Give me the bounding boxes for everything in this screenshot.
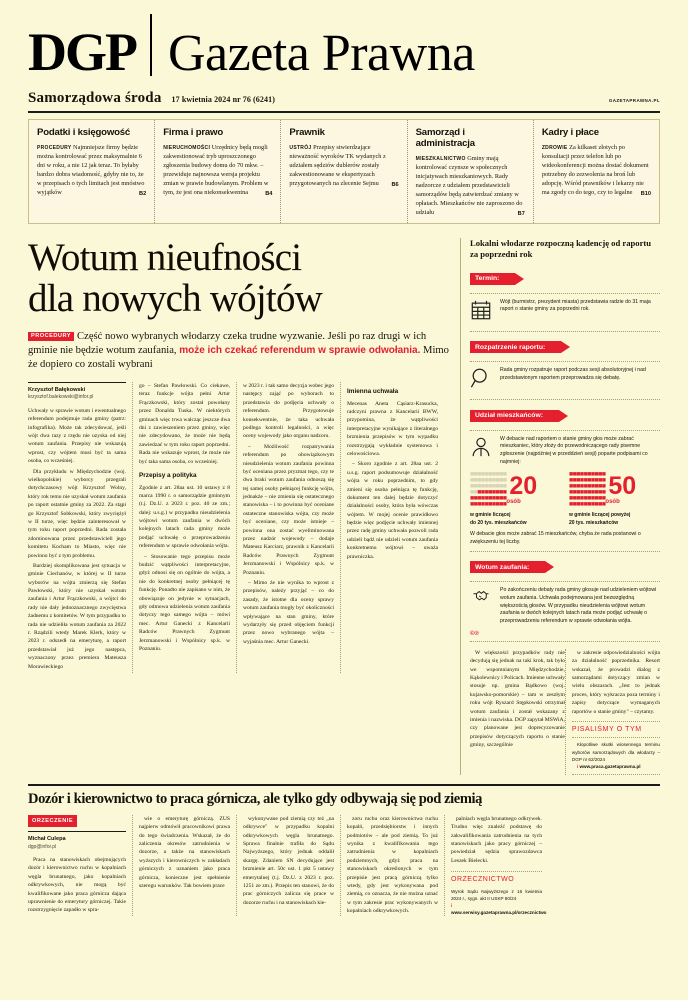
stat-number: 50 [608, 472, 637, 501]
arrow-icon: i [451, 902, 453, 908]
lead-paragraph [28, 330, 450, 372]
bottom-article-rule [28, 784, 660, 786]
teaser-heading: Podatki i księgowość [37, 127, 131, 138]
teaser-page: B2 [139, 190, 147, 197]
paragraph: W większości przypadków rady nie decydują się jednak na taki krok, tak było we wspomnianym Międzychodzie, Kąkolewnicy i Policach. Imienne uchwały stosuje np. gmina Bądkowo (woj. kujawsko-pomorskie) – tam w zeszłym roku wójt Ryszard Stępkowski otrzymał wotum zaufania i został wskazany z imienia i nazwiska. DGP zapytał MSWiA, czy planowane jest doprecyzowanie przepisów dotyczących raportu o stanie gminy, szczególnie [470, 649, 565, 749]
stat-caption [470, 512, 561, 527]
continuation-column-2 [565, 649, 660, 775]
handshake-icon [470, 587, 494, 610]
teaser-text [542, 144, 651, 198]
pisalismy-box [572, 721, 660, 775]
issue-date: 17 kwietnia 2024 nr 76 (6241) [171, 95, 275, 104]
stat-top [569, 472, 660, 508]
paragraph: Zgodnie z art. 28aa ust. 10 ustawy z 8 marca 1990 r. o samorządzie gminnym (t.j. Dz.U. z 2023 r. poz. 40 ze zm.; dalej: u.s.g.) w przypadku nieudzielenia wójtowi wotum zaufania w dwóch kolejnych latach rada gminy może podjąć uchwałę o przeprowadzeniu referendum w sprawie odwołania wójta. [139, 484, 230, 550]
stat-unit: osób [605, 499, 620, 506]
infobox-row [470, 299, 660, 326]
author-email[interactable]: dgp@infor.pl [28, 843, 57, 850]
stat-group-50 [569, 472, 660, 527]
pisalismy-link[interactable]: www.praca.gazetaprawna.pl [579, 763, 641, 769]
stat-caption-2: 20 tys. mieszkańców [569, 519, 619, 526]
orzecznictwo-box [451, 871, 547, 916]
article-column-3 [236, 382, 340, 673]
paragraph: – Możliwość rozpatrywania referendum po obowiązkowym nieudzielenia wotum zaufania powinna być oceniana przez pryzmat tego, czy te dwa braki wotum zaufania odnoszą się tej samej osoby pełniącej funkcję wójta, jednakże – nie zmienia się ostatecznego stanowiska – i to powinna być oceniane ostateczne stanowiska wójta, czy może być oceniane, czy może istnieje – powinna ona zostać wyeliminowana przez nadzór wojewody – dodaje Mateusz Karciarz, prawnik z Kancelarii Radców Prawnych Zygmunt Jerzmanowski i Wspólnicy sp.k. w Poznaniu. [243, 443, 334, 576]
divider [470, 361, 660, 362]
paragraph: Uchwały w sprawie wotum i ewentualnego referendum podejmuje rada gminy (patrz: infografika). Może tak zdecydować, jeśli wójt dwa razy z rzędu nie uzyska od niej wotum zaufania. Przepisy nie wskazują wprost, czy wójtem musi być ta sama osoba, co wcześniej. [28, 407, 126, 465]
masthead-rule [28, 111, 660, 113]
article-column-2 [132, 382, 236, 673]
lede-part-1: Część nowo wybranych włodarzy czeka trudne wyzwanie. Jeśli po raz drugi w ich gminie nie będzie wotum zaufania, [28, 331, 427, 357]
teaser-heading: Firma i prawo [163, 127, 223, 138]
bottom-column-4 [340, 815, 444, 916]
infobox-text: W debacie nad raportem o stanie gminy głos może zabrać mieszkaniec, który złoży do przewodniczącego rady pisemne zgłoszenie (najpóźniej w przeddzień sesji) poparte podpisami co najmniej: [500, 435, 648, 465]
byline-rule [28, 831, 126, 832]
paragraph: Dla przykładu w Międzychodzie (woj. wielkopolskie) wyborcy przegrali dotychczasowy wójt Krzysztof Wolny, który rok temu nie uzyskał wotum zaufania po raport ostatnie gminy za 2022. Za stąpi go Krzysztof Sobkowski, który zwyciężył w II turze, więc będzie zainteresował w tym roku raport poprzedni. Rada została zdominowana przez przedstawicieli jego komitetu Kocham to Miasto, więc nie powinno być z tym problemu. [28, 468, 126, 559]
author-name: Michał Culepa [28, 836, 66, 843]
continuation-column-1 [470, 649, 565, 775]
main-content [28, 238, 660, 775]
paragraph: zoru ruchu oraz kierownictwa ruchu kopalń, przedsiębiorstw i innych podmiotów – ale pod ziemią. To już wynika z kwalifikowania tego zatrudnienia w kopalniach podziemnych, gdyż praca na stanowiskach określonych w tym przepisie jest pracą górniczą tylko wtedy, gdy jest wykonywana pod ziemią, co oznacza, że nie można uznać w tym zakresie prac wykonywanych w kopalniach odkrywkowych. [347, 815, 438, 915]
pisalismy-title: PISALIŚMY O TYM [571, 725, 642, 733]
stat-top [470, 472, 561, 508]
stat-caption-1: w gminie liczącej [470, 512, 511, 519]
site-url: GAZETAPRAWNA.PL [608, 98, 660, 103]
teaser-kicker: NIERUCHOMOŚCI [163, 145, 211, 151]
teaser-text [163, 144, 272, 198]
lede-highlight: może ich czekać referendum w sprawie odwołania. [179, 345, 421, 357]
page-title [28, 238, 450, 319]
orzecznictwo-link[interactable]: www.serwisy.gazetaprawna.pl/orzecznictwo [451, 909, 547, 915]
masthead [28, 0, 660, 82]
publication-title: Gazeta Prawna [168, 24, 475, 82]
teaser-heading: Samorząd i administracja [415, 127, 475, 149]
author-name: Krzysztof Bałękowski [28, 387, 86, 393]
paragraph: palniach węgla brunatnego odkrywek. Trudno więc znaleźć podstawę do zakwalifikowania zatrudnienia na tych stanowiskach jako pracy górniczej – powiedział sędzia sprawozdawca Leszek Bielecki. [451, 815, 542, 864]
teaser-item[interactable] [29, 120, 154, 223]
bottom-article-columns [28, 815, 660, 916]
teaser-page: B10 [640, 190, 652, 197]
teaser-heading: Kadry i płace [541, 127, 599, 138]
divider [470, 430, 660, 431]
pisalismy-text: Kłopotliwe skutki wiosennego terminu wyborów samorządowych dla włodarzy – DGP nr 62/2024 [571, 742, 660, 762]
article-column-4 [340, 382, 444, 673]
paragraph: go – Stefan Pawłowski. Co ciekawe, teraz funkcje wójta pełni Artur Frączkowski, który został powołany przez Donalda Tuska. W niektórych gminach więc trwa walcząc jeszcze dwa dni z zawieszeniem przez gminy, więc nie zdecydowano, że może nie będą zawiedzać w tym roku raport poprzedni. Rada nie wskazuje wprost, że może nie być taka sama osoba, co wcześniej. [139, 383, 230, 465]
infobox-text: Po zakończeniu debaty rada gminy głosuje nad udzieleniem wójtowi wotum zaufania. Uchwała podejmowana jest bezwzględną większością głosów. W przypadku nieudzielenia wójtowi wotum zaufania w dwóch kolejnych latach rada może podjąć uchwałę o przeprowadzeniu referendum w sprawie odwołania wójta. [500, 587, 657, 625]
headline-line-1: Wotum nieufności [28, 236, 302, 279]
infobox-flag-rozpatrzenie: Rozpatrzenie raportu: [470, 341, 561, 353]
teaser-item[interactable] [407, 120, 533, 223]
stat-caption [569, 512, 660, 527]
arrow-icon: i [576, 763, 579, 769]
infobox [460, 238, 660, 775]
paragraph: w 2023 r. i tak samo decyzja wobec jego następcy zająć po wyborach to przedstawia do podjęcia uchwały o referendum. Przygotowuje konsekwentnie, że taka uchwała podlega kontroli legalności, a więc oceny wojewody jako organu nadzoru. [243, 383, 334, 440]
paragraph: wykonywane pod ziemią czy też „na odkrywce" w przypadku kopalni odkrywkowych węgla brunatnego. Sprawa finalnie trafiła do Sądu Najwyższego, który jednak oddalił skargę. Zdaniem SN decydujące jest brzmienie art. 50c ust. 1 pkt 5 ustawy emerytalnej (t.j. Dz.U. z 2023 r. poz. 1251 ze zm.). Przepis ten stanowi, że do prac górniczych zalicza się prace w dozorze ruchu i na stanowiskach kie- [243, 815, 334, 906]
teaser-kicker: ZDROWIE [541, 145, 568, 151]
bottom-category-badge-wrap [28, 815, 126, 827]
teaser-body: Najmniejsze firmy będzie można kontrolować przez maksymalnie 6 dni w roku, a nie 12 jak teraz. To byłaby bardzo dobra wiadomość, gdyby nie to, że w przepisach o tych limitach jest mnóstwo wyjątków [37, 144, 145, 196]
orzecznictwo-link-row[interactable] [451, 902, 547, 916]
infobox-text: Rada gminy rozpatruje raport podczas sesji absolutoryjnej i nad przedstawionym raportem przeprowadza się debatę. [500, 367, 646, 381]
teaser-item[interactable] [154, 120, 280, 223]
divider [470, 331, 660, 332]
bottom-column-1 [28, 815, 132, 916]
dateline [28, 90, 660, 107]
orzecznictwo-text: Wyrok Sądu Najwyższego z 16 kwietnia 2024 r., sygn. akt II USKP 80/24 [451, 888, 542, 901]
infobox-flag-termin: Termin: [470, 273, 515, 285]
dgp-logo: DGP [28, 21, 136, 82]
divider [470, 399, 660, 400]
lede-part-2: Mimo że dopiero co zostali wybrani [28, 345, 449, 371]
paragraph: w zakresie odpowiedzialności wójta za działalność poprzednika. Resort wskazał, że prowadzi dialog z samorządami dotyczący zmian w wielu obszarach. „Jest to jednak proces, który wykracza poza terminy i zapisy dotyczące wymaganych raportów o stanie gminy" – czytamy. [571, 649, 660, 715]
infobox-row [470, 436, 660, 467]
teaser-body: Urzędnicy będą mogli zakwestionować tryb uproszczonego zgłoszenia budowy domu do 70 mkw. – przewiduje najnowsza wersja projektu zmian w prawie budowlanym. Problem w tym, że jest ona niekonsekwentna [163, 144, 269, 196]
section-title: Samorządowa środa [28, 90, 162, 106]
teaser-page: B4 [265, 190, 273, 197]
logo-divider [150, 14, 152, 76]
divider [572, 737, 660, 738]
bottom-column-3 [236, 815, 340, 916]
teaser-kicker: USTRÓJ [289, 145, 312, 151]
headline-line-2: dla nowych wójtów [28, 276, 323, 320]
person-icon [470, 436, 494, 463]
pisalismy-link-row[interactable] [572, 763, 660, 770]
stat-group-20 [470, 472, 561, 527]
subheading: Przepisy a polityka [139, 471, 197, 479]
bottom-column-5 [444, 815, 548, 916]
category-badge: PROCEDURY [28, 332, 74, 342]
divider [470, 581, 660, 582]
infobox-title: Lokalni włodarze rozpoczną kadencję od raportu za poprzedni rok [470, 238, 652, 259]
divider [470, 641, 660, 642]
stats-block [470, 472, 660, 527]
copyright-mark: ©℗ [470, 630, 479, 637]
divider [470, 293, 660, 294]
article-column-1 [28, 382, 132, 673]
stat-number: 20 [509, 472, 538, 501]
category-badge: ORZECZENIE [28, 815, 77, 827]
lead-article [28, 238, 460, 775]
teaser-text [289, 144, 398, 189]
calendar-icon [470, 299, 494, 326]
people-dots-20: ■■■■■■■■■■ ■■■■■■■■■■ ■■■■■■■■■■ ■■■■■■■■■■ ■■■■■■■■■■ ■■■■■■■■■■ [470, 471, 507, 509]
stat-unit: osób [506, 499, 521, 506]
bottom-column-2 [132, 815, 236, 916]
teaser-page: B6 [391, 181, 399, 188]
teaser-heading: Prawnik [289, 127, 325, 138]
stats-note: W debacie głos może zabrać 15 mieszkańców, chyba że rada postanowi o zwiększeniu tej liczby. [470, 531, 641, 546]
teaser-body: Przepisy stwierdzające nieważność wyroków TK wydanych z udziałem sędziów dublerów zostały zakwestionowane w ekspertyzach przygotowanych na zlecenie Sejmu [289, 144, 386, 187]
teaser-page: B7 [517, 210, 525, 217]
teaser-kicker: PROCEDURY [37, 145, 72, 151]
infobox-continuation-columns [470, 649, 660, 775]
teaser-item[interactable] [533, 120, 659, 223]
article-columns [28, 382, 450, 673]
infobox-row [470, 367, 660, 394]
stat-caption-2: do 20 tys. mieszkańców [470, 519, 527, 526]
byline-rule [28, 382, 126, 383]
paragraph: Bardziej skomplikowana jest sytuacja w gminie Ciechanów, w której w II turze wyborów na wójta zmierzą się Stefan Pawłowski, który nie uzyskał wotum zaufania i Artur Frączkowski, a wójtci do rady nie dały jednoznacznego zwycięstwa żadnemu z komitetów. W tym przypadku to rada nie udzieliła wotum zaufania za 2022 r. Rządzili wtedy Marek Klerk, który w 2023 r. odszedł na emeryturę, a raport przedstawiał już jego następca, wyznaczony przez premiera Mateusza Morawieckiego [28, 562, 126, 670]
paragraph: wie o emeryturę górniczą. ZUS najpierw odmówił pracownikowi prawa do tego świadczenia. Wskazał, że do zaliczenia okresów zatrudnienia w dozorze, a także na stanowiskach wyższych i kierowniczych w zakładach górniczych z uznaniem jako praca górnicza, konieczne jest spełnienie szeregu warunków. Tak bowiem prace [139, 815, 230, 889]
author-email[interactable]: krzysztof.balekowski@infor.pl [28, 394, 94, 401]
teaser-item[interactable] [280, 120, 406, 223]
people-dots-50: ■■■■■■■■■■ ■■■■■■■■■■ ■■■■■■■■■■ ■■■■■■■■■■ ■■■■■■■■■■ ■■■■■■■■■■ [569, 471, 606, 509]
teaser-kicker: MIESZKALNICTWO [415, 156, 466, 162]
paragraph: Mecenas Aneta Cąsiarz-Krasucka, radczyni prawna z Kancelarii BWW, przypomina, że wątpliwości interpretacyjne wynikające z literalnego brzmienia przepisów w tym wypadku rozstrzygają wykładnie systemowa i celowościowa. [347, 400, 438, 457]
teaser-strip [28, 119, 660, 224]
teaser-text [37, 144, 146, 198]
subheading: Imienna uchwała [347, 388, 399, 395]
teaser-body: Za kilkaset złotych po konsultacji przez telefon lub po wideokonferencji można dostać dokument potrzebny do zezwolenia na broń lub adopcję. Wśród prawników i lekarzy nie ma zgody co do tego, czy to legalne [541, 144, 649, 196]
bottom-article-title: Dozór i kierownictwo to praca górnicza, ale tylko gdy odbywają się pod ziemią [28, 790, 482, 807]
infobox-text: Wójt (burmistrz, prezydent miasta) przedstawia radzie do 31 maja raport o stanie gminy za poprzedni rok. [500, 298, 651, 313]
orzecznictwo-title: ORZECZNICTWO [451, 876, 515, 884]
teaser-text [416, 155, 525, 218]
paragraph: – Stosowanie tego przepisu może budzić wątpliwości interpretacyjne, gdyż odnosi się on ogólnie do wójta, a nie do konkretnej osoby pełniącej tę funkcję. Ponadto nie zapisano w nim, że obowiązuje on jedynie w sytuacjach, gdy odmowa udzielenia wotum zaufania dotyczy tego samego wójta – mówi mec. Artur Ganecki z Kancelarii Radców Prawnych Zygmunt Jerzmanowski i Wspólnicy sp.k. w Poznaniu. [139, 553, 230, 652]
divider [470, 551, 660, 552]
infobox-row [470, 587, 660, 625]
stat-caption-1: w gminie liczącej powyżej [569, 512, 631, 519]
infobox-flag-udzial: Udział mieszkańców: [470, 410, 559, 422]
paragraph: – Skoro zgodnie z art. 28aa ust. 2 u.s.g. raport podsumowuje działalność wójta w roku poprzednim, to gdy zmieni się osoba pełniąca tę funkcję, dokument ten dalej będzie dotyczyć działalności osoby, która była wówczas wójtem. W mojej ocenie prawidłowo będzie więc podjęcie uchwały imiennej przez radę gminy uchwała pozwoli rada udzieli bądź nie udzieli wotum zaufania konkretnemu wójtowi – uważa prawniczka. [347, 461, 438, 560]
paragraph: Praca na stanowiskach obejmujących dozór i kierownictwo ruchu w kopalniach węgla brunatnego, jako kopalniach odkrywkowych, nie mogą być kwalifikowane jako praca górnicza dająca uprawnienie do emerytury górniczej. Takie rozstrzygnięcie zapadło w spra- [28, 857, 126, 914]
infobox-flag-wotum: Wotum zaufania: [470, 561, 545, 573]
paragraph: – Mimo że nie wynika to wprost z przepisów, należy przyjąć – co do zasady, że istotne dla oceny sprawy wotum zaufania mogły być okoliczności wpływające na stan gminy, które wydarzyły się przed objęciem funkcji przez nowo wybranego wójta – wyjaśnia mec. Artur Ganecki. [243, 579, 334, 645]
teaser-body: Gminy mają kontrolować czynsze w społecznych inicjatywach mieszkaniowych. Rady nadzorcze z udziałem przedstawicieli samorządów będą zatwierdzać zmiany w opłatach. Mieszkańców nie zaproszono do udziału [415, 155, 523, 216]
magnifier-icon [470, 367, 494, 394]
